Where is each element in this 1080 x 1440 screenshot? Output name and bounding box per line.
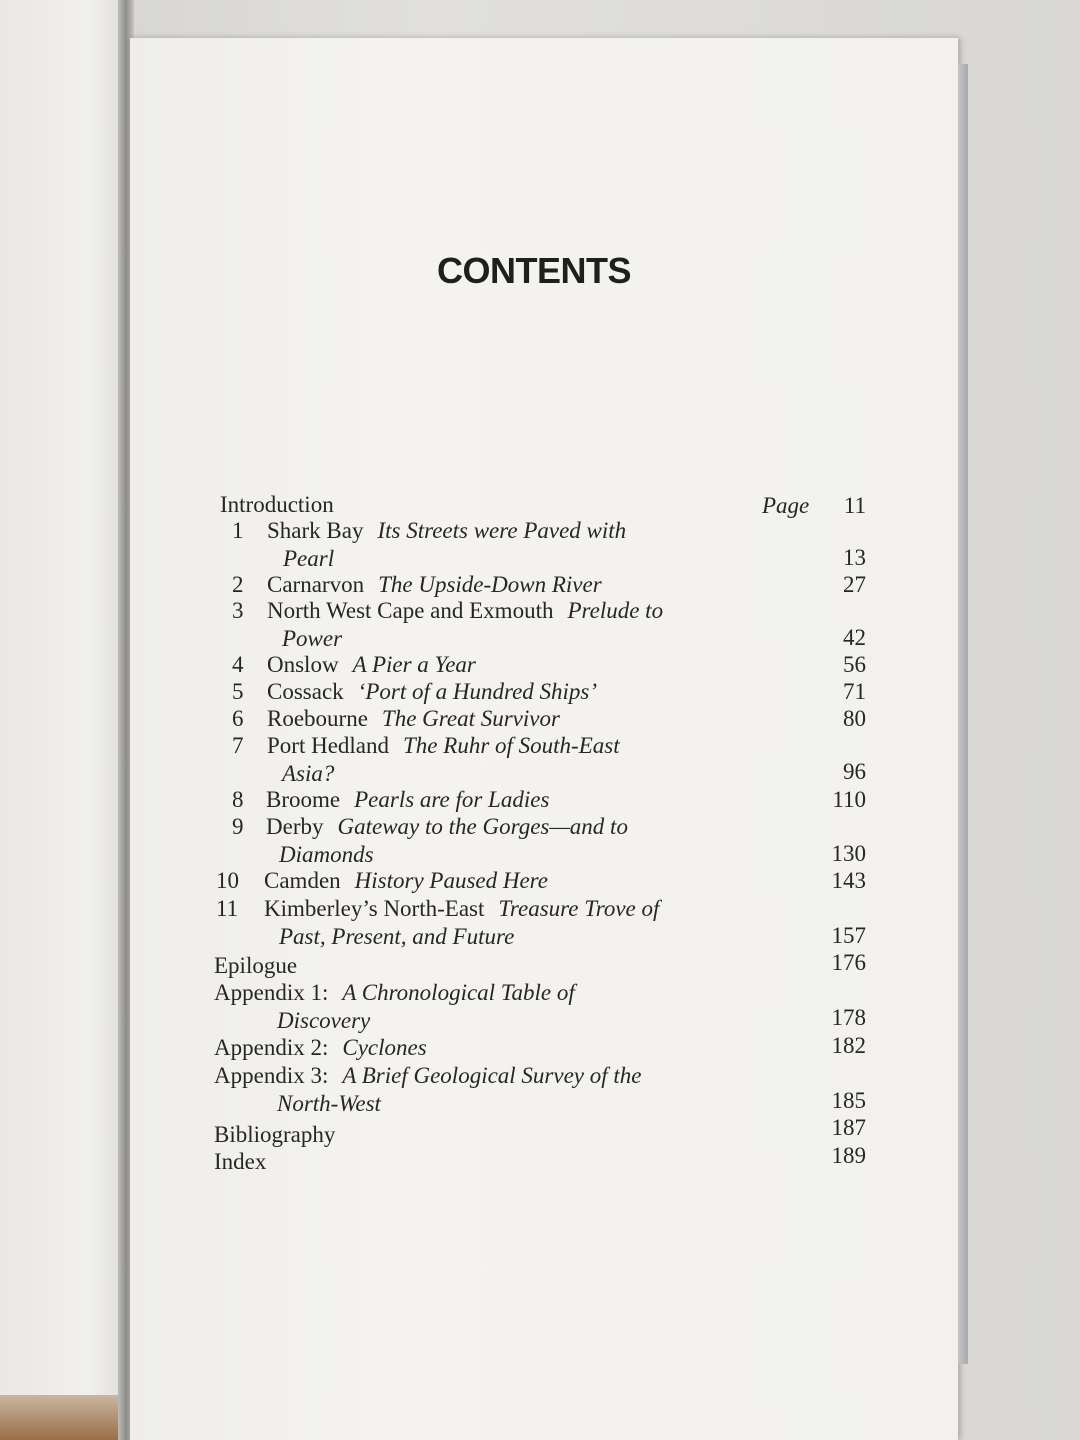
toc-entry-subtitle: Cyclones <box>342 1035 427 1060</box>
toc-entry <box>267 518 626 544</box>
toc-entry-subtitle-continued: Discovery <box>277 1008 371 1033</box>
toc-entry <box>266 787 549 813</box>
toc-entry-number: 11 <box>216 896 239 921</box>
toc-entry-page: 110 <box>832 787 866 812</box>
page-title: CONTENTS <box>437 250 631 291</box>
toc-entry-page: 143 <box>831 868 866 893</box>
toc-entry <box>214 980 575 1006</box>
toc-entry-place: Camden <box>264 868 341 893</box>
toc-entry <box>267 679 597 705</box>
toc-entry-page: 27 <box>843 572 866 597</box>
toc-entry-place: Kimberley’s North-East <box>264 896 485 921</box>
toc-entry-page: 187 <box>831 1115 866 1140</box>
toc-entry-place: Epilogue <box>214 953 298 978</box>
toc-entry-subtitle-continued: Pearl <box>283 546 335 571</box>
previous-page <box>0 0 128 1440</box>
toc-entry-place: Shark Bay <box>267 518 364 543</box>
toc-entry-number: 2 <box>232 572 244 597</box>
toc-entry-subtitle: ‘Port of a Hundred Ships’ <box>357 679 598 704</box>
toc-entry-subtitle-continued: Diamonds <box>279 842 374 867</box>
toc-entry-number: 8 <box>232 787 244 812</box>
toc-entry-page: 42 <box>843 625 866 650</box>
toc-entry-place: Broome <box>266 787 341 812</box>
toc-entry <box>267 733 620 759</box>
toc-entry-page: 178 <box>831 1005 866 1030</box>
toc-entry-page: 56 <box>843 652 866 677</box>
toc-entry <box>266 814 628 840</box>
toc-entry <box>214 953 297 979</box>
toc-entry-page: 130 <box>831 841 866 866</box>
toc-entry-number: 5 <box>232 679 244 704</box>
toc-entry-place: Cossack <box>267 679 344 704</box>
toc-entry <box>214 1149 266 1175</box>
toc-entry-number: 4 <box>232 652 244 677</box>
toc-entry-page: 71 <box>843 679 866 704</box>
toc-entry <box>267 652 476 678</box>
toc-entry-place: Derby <box>266 814 324 839</box>
toc-entry <box>267 572 602 598</box>
toc-entry <box>267 706 560 732</box>
toc-entry-subtitle: The Upside-Down River <box>378 572 602 597</box>
toc-entry-place: Onslow <box>267 652 339 677</box>
toc-entry-page: 96 <box>843 759 866 784</box>
toc-entry-number: 7 <box>232 733 244 758</box>
toc-entry-place: Port Hedland <box>267 733 390 758</box>
toc-entry-place: North West Cape and Exmouth <box>267 598 554 623</box>
toc-entry-page: 157 <box>831 923 866 948</box>
toc-entry <box>264 868 548 894</box>
toc-entry-subtitle: Pearls are for Ladies <box>354 787 550 812</box>
toc-entry-place: Appendix 1: <box>214 980 329 1005</box>
toc-entry-subtitle: A Brief Geological Survey of the <box>342 1063 642 1088</box>
toc-entry-subtitle: A Chronological Table of <box>342 980 575 1005</box>
toc-entry <box>214 1063 642 1089</box>
toc-entry <box>220 492 334 518</box>
toc-entry-subtitle: The Ruhr of South-East <box>403 733 620 758</box>
toc-entry <box>214 1035 427 1061</box>
toc-entry-number: 9 <box>232 814 244 839</box>
toc-entry-place: Introduction <box>220 492 334 517</box>
toc-entry-page: 189 <box>831 1143 866 1168</box>
toc-entry-number: 6 <box>232 706 244 731</box>
toc-entry-subtitle-continued: North-West <box>277 1091 381 1116</box>
toc-entry-page: 182 <box>831 1033 866 1058</box>
toc-entry-place: Roebourne <box>267 706 368 731</box>
toc-entry-subtitle-continued: Power <box>282 626 343 651</box>
toc-entry <box>214 1122 335 1148</box>
toc-entry-page: 185 <box>831 1088 866 1113</box>
toc-entry-number: 10 <box>216 868 239 893</box>
toc-entry-page: 11 <box>843 493 866 518</box>
toc-entry-page: 13 <box>843 545 866 570</box>
toc-entry-number: 3 <box>232 598 244 623</box>
toc-entry-page: 176 <box>831 950 866 975</box>
toc-entry-place: Appendix 2: <box>214 1035 329 1060</box>
toc-entry-subtitle: Its Streets were Paved with <box>377 518 627 543</box>
toc-entry-number: 1 <box>232 518 244 543</box>
book-cover-edge <box>0 1395 128 1440</box>
toc-entry-subtitle: A Pier a Year <box>352 652 476 677</box>
toc-entry-subtitle-continued: Past, Present, and Future <box>279 924 515 949</box>
toc-entry-page: 80 <box>843 706 866 731</box>
toc-entry <box>267 598 663 624</box>
toc-entry-subtitle: History Paused Here <box>354 868 548 893</box>
toc-entry <box>264 896 659 922</box>
toc-entry-subtitle: Treasure Trove of <box>498 896 660 921</box>
toc-entry-place: Index <box>214 1149 267 1174</box>
toc-entry-subtitle-continued: Asia? <box>282 761 335 786</box>
toc-entry-place: Appendix 3: <box>214 1063 329 1088</box>
page-edge <box>958 64 968 1364</box>
toc-entry-place: Carnarvon <box>267 572 365 597</box>
toc-entry-subtitle: Gateway to the Gorges—and to <box>337 814 628 839</box>
toc-entry-subtitle: The Great Survivor <box>381 706 560 731</box>
toc-entry-place: Bibliography <box>214 1122 336 1147</box>
page-column-label: Page <box>762 493 810 518</box>
toc-entry-subtitle: Prelude to <box>567 598 664 623</box>
